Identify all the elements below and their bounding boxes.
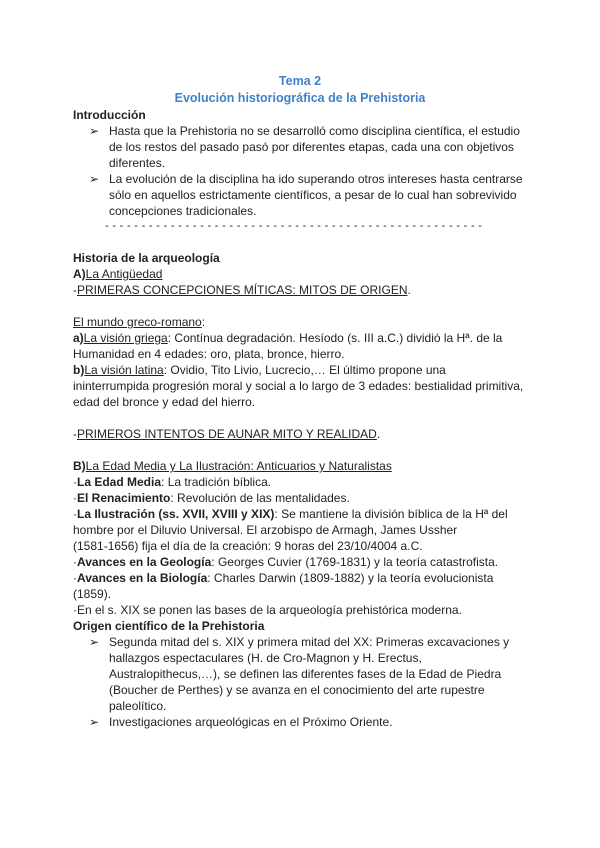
intro-bullet-1-line-3: diferentes. xyxy=(109,156,166,170)
enlightenment-text: : Se mantiene la división bíblica de la Hª del xyxy=(274,507,508,521)
biology-line-2: (1859). xyxy=(73,587,112,601)
biology-line xyxy=(73,571,493,586)
middle-ages-label: La Edad Media xyxy=(77,475,162,489)
section-a-prefix: A) xyxy=(73,267,86,281)
latin-vision-line xyxy=(73,363,446,378)
dot: · xyxy=(73,475,77,489)
renaissance-text: : Revolución de las mentalidades. xyxy=(170,491,350,505)
origin-bullet-1-line-4: (Boucher de Perthes) y se avanza en el conocimiento del arte rupestre xyxy=(109,683,485,697)
latin-vision-line-3: edad del bronce y edad del hierro. xyxy=(73,395,256,409)
greek-vision-line xyxy=(73,331,502,346)
enlightenment-line-2: hombre por el Diluvio Universal. El arzobispo de Armagh, James Ussher xyxy=(73,523,458,537)
dot: · xyxy=(73,491,77,505)
intro-bullet-1-line-1: Hasta que la Prehistoria no se desarrolló como disciplina científica, el estudio xyxy=(109,124,520,138)
greek-title: La visión griega xyxy=(83,331,168,345)
origin-bullet-1-line-5: paleolítico. xyxy=(109,699,167,713)
dash: - xyxy=(73,427,77,441)
middle-ages-text: : La tradición bíblica. xyxy=(161,475,272,489)
document-subtitle: Evolución historiográfica de la Prehistoria xyxy=(174,91,426,105)
section-a-title-text: La Antigüedad xyxy=(85,267,163,281)
arrow-bullet-icon: ➢ xyxy=(89,172,100,186)
geology-label: Avances en la Geología xyxy=(77,555,212,569)
origin-bullet-1-line-2: hallazgos espectaculares (H. de Cro-Magnon y H. Erectus, xyxy=(109,651,422,665)
first-attempts xyxy=(73,427,380,442)
intro-bullet-1-line-2: de los restos del pasado pasó por diferentes etapas, cada una con objetivos xyxy=(109,140,514,154)
enlightenment-label: La Ilustración (ss. XVII, XVIII y XIX) xyxy=(77,507,275,521)
greco-roman-text: El mundo greco-romano xyxy=(73,315,202,329)
intro-bullet-2-line-3: concepciones tradicionales. xyxy=(109,204,257,218)
colon: : xyxy=(201,315,206,329)
nineteenth-century-line: ·En el s. XIX se ponen las bases de la arqueología prehistórica moderna. xyxy=(73,603,462,617)
arrow-bullet-icon: ➢ xyxy=(89,715,100,729)
renaissance-label: El Renacimiento xyxy=(77,491,171,505)
biology-text: : Charles Darwin (1809-1882) y la teoría evolucionista xyxy=(207,571,494,585)
latin-prefix: b) xyxy=(73,363,85,377)
dot: · xyxy=(73,507,77,521)
biology-label: Avances en la Biología xyxy=(77,571,208,585)
origin-heading: Origen científico de la Prehistoria xyxy=(73,619,265,633)
intro-bullet-2-line-1: La evolución de la disciplina ha ido superando otros intereses hasta centrarse xyxy=(109,172,523,186)
greco-roman-heading xyxy=(73,315,205,330)
section-a-title xyxy=(73,267,162,282)
mythic-concepts-text: PRIMERAS CONCEPCIONES MÍTICAS: MITOS DE ORIGEN xyxy=(77,283,408,297)
dashed-divider: - - - - - - - - - - - - - - - - - - - - - - - - - - - - - - - - - - - - - - - - - - - - - - - - - - - - xyxy=(105,220,483,232)
intro-heading: Introducción xyxy=(73,108,146,122)
section-b-title-text: La Edad Media y La Ilustración: Anticuarios y Naturalistas xyxy=(85,459,392,473)
geology-line xyxy=(73,555,498,570)
greek-text: : Contínua degradación. Hesíodo (s. III a.C.) dividió la Hª. de la xyxy=(167,331,503,345)
intro-bullet-2-line-2: sólo en aquellos estrictamente científicos, a pesar de lo cual han sobrevivido xyxy=(109,188,517,202)
middle-ages-line xyxy=(73,475,271,490)
arrow-bullet-icon: ➢ xyxy=(89,124,100,138)
geology-text: : Georges Cuvier (1769-1831) y la teoría catastrofista. xyxy=(211,555,499,569)
period: . xyxy=(376,427,381,441)
greek-vision-line-2: Humanidad en 4 edades: oro, plata, bronce, hierro. xyxy=(73,347,345,361)
section-b-prefix: B) xyxy=(73,459,86,473)
enlightenment-line xyxy=(73,507,508,522)
dash: - xyxy=(73,283,77,297)
arrow-bullet-icon: ➢ xyxy=(89,635,100,649)
history-heading: Historia de la arqueología xyxy=(73,251,220,265)
greek-prefix: a) xyxy=(73,331,84,345)
first-attempts-text: PRIMEROS INTENTOS DE AUNAR MITO Y REALIDAD xyxy=(77,427,377,441)
enlightenment-line-3: (1581-1656) fija el día de la creación: 9 horas del 23/10/4004 a.C. xyxy=(73,539,423,553)
latin-vision-line-2: ininterrumpida progresión moral y social a lo largo de 3 edades: bestialidad primitiva, xyxy=(73,379,524,393)
origin-bullet-2: Investigaciones arqueológicas en el Próximo Oriente. xyxy=(109,715,393,729)
latin-text: : Ovidio, Tito Livio, Lucrecio,… El último propone una xyxy=(163,363,446,377)
dot: · xyxy=(73,571,77,585)
section-b-title xyxy=(73,459,392,474)
origin-bullet-1-line-1: Segunda mitad del s. XIX y primera mitad del XX: Primeras excavaciones y xyxy=(109,635,510,649)
dot: · xyxy=(73,555,77,569)
latin-title: La visión latina xyxy=(84,363,164,377)
origin-bullet-1-line-3: Australopithecus,…), se definen las diferentes fases de la Edad de Piedra xyxy=(109,667,502,681)
period: . xyxy=(407,283,411,297)
mythic-concepts xyxy=(73,283,411,298)
document-title: Tema 2 xyxy=(278,74,322,88)
renaissance-line xyxy=(73,491,350,506)
